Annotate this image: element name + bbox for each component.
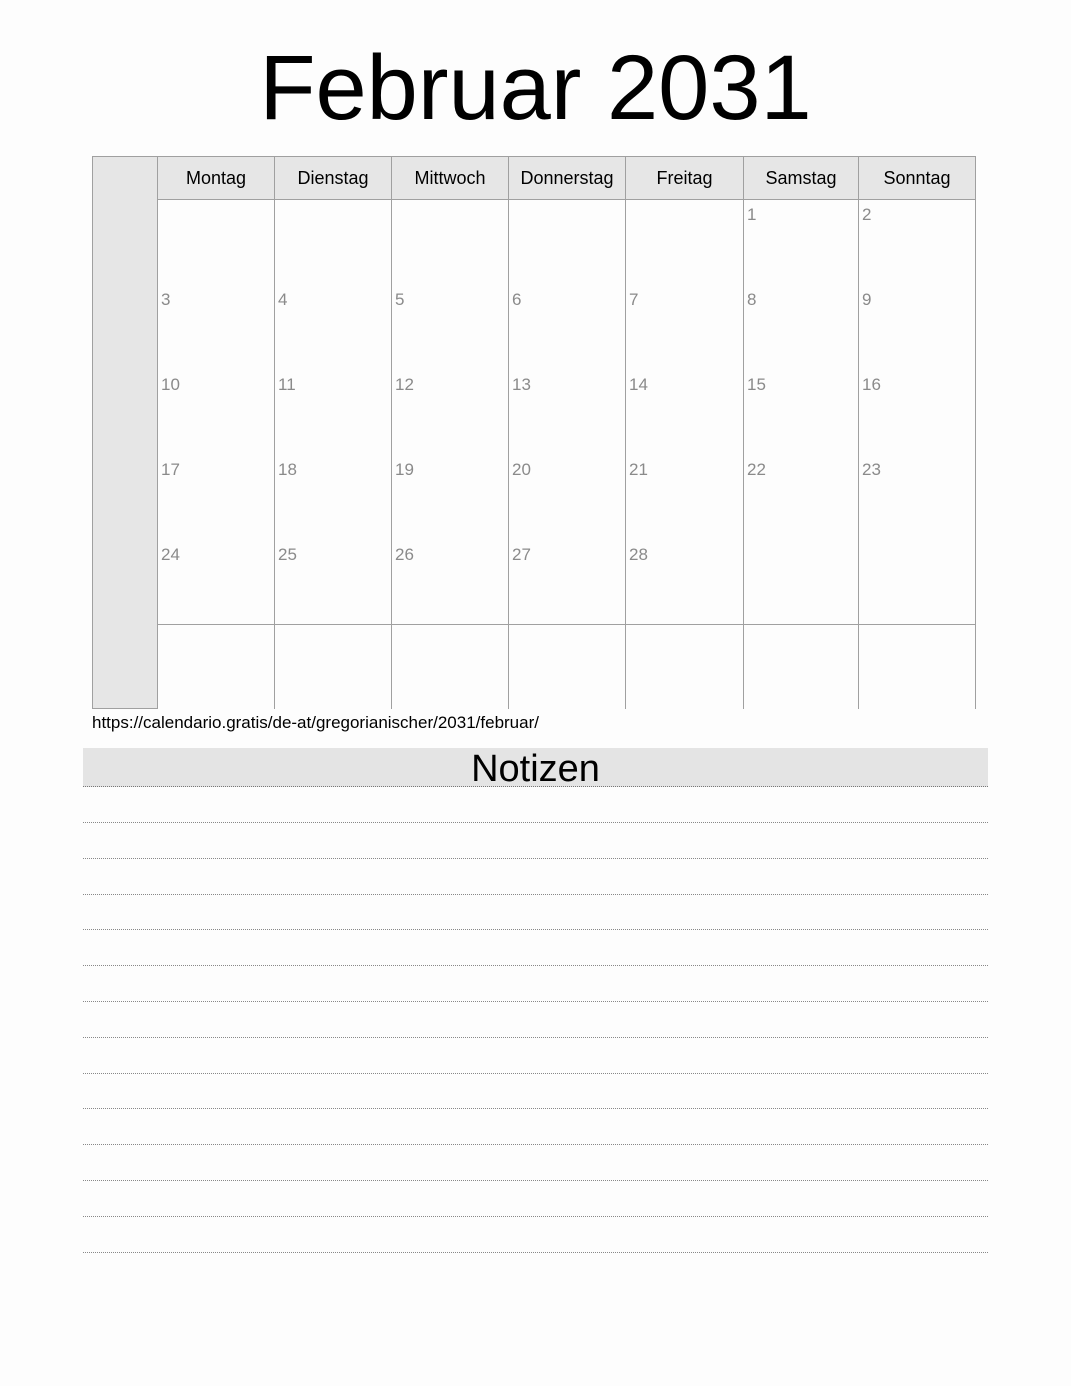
- day-cell: [392, 200, 509, 286]
- day-number: 28: [629, 544, 648, 564]
- day-cell: [626, 285, 744, 371]
- day-number: 27: [512, 544, 531, 564]
- day-number: 7: [629, 289, 639, 309]
- day-cell: [275, 285, 392, 371]
- day-cell: [392, 625, 509, 710]
- day-cell: [626, 540, 744, 626]
- day-cell: [158, 625, 275, 710]
- day-cell: [744, 200, 859, 286]
- weekday-header: Montag: [158, 157, 275, 200]
- day-number: 9: [862, 289, 872, 309]
- note-line: [83, 1252, 988, 1253]
- day-cell: [859, 370, 976, 456]
- weekday-header: Donnerstag: [509, 157, 626, 200]
- day-cell: [509, 455, 626, 541]
- note-line: [83, 1108, 988, 1109]
- day-cell: [626, 200, 744, 286]
- weekday-header: Mittwoch: [392, 157, 509, 200]
- calendar-days: [158, 157, 975, 708]
- day-number: 16: [862, 374, 881, 394]
- day-number: 5: [395, 289, 405, 309]
- day-number: 19: [395, 459, 414, 479]
- day-cell: [626, 625, 744, 710]
- note-line: [83, 1001, 988, 1002]
- day-number: 17: [161, 459, 180, 479]
- day-cell: [509, 200, 626, 286]
- note-line: [83, 929, 988, 930]
- page-title: Februar 2031: [259, 37, 812, 139]
- day-number: 18: [278, 459, 297, 479]
- day-number: 25: [278, 544, 297, 564]
- note-line: [83, 1073, 988, 1074]
- day-number: 13: [512, 374, 531, 394]
- day-cell: [158, 540, 275, 626]
- source-url: https://calendario.gratis/de-at/gregorianischer/2031/februar/: [92, 713, 539, 732]
- day-number: 1: [747, 205, 757, 224]
- day-cell: [158, 455, 275, 541]
- day-cell: [158, 200, 275, 286]
- note-line: [83, 965, 988, 966]
- day-cell: [744, 370, 859, 456]
- day-number: 20: [512, 459, 531, 479]
- day-cell: [392, 540, 509, 626]
- day-cell: [275, 540, 392, 626]
- day-cell: [275, 370, 392, 456]
- day-cell: [275, 200, 392, 286]
- day-cell: [744, 285, 859, 371]
- day-cell: [744, 625, 859, 710]
- note-line: [83, 1180, 988, 1181]
- day-cell: [744, 455, 859, 541]
- day-number: 8: [747, 289, 757, 309]
- day-number: 23: [862, 459, 881, 479]
- day-cell: [392, 285, 509, 371]
- day-cell: [859, 455, 976, 541]
- day-number: 14: [629, 374, 648, 394]
- day-cell: [509, 285, 626, 371]
- day-cell: [859, 540, 976, 626]
- weekday-header: Samstag: [744, 157, 859, 200]
- day-number: 26: [395, 544, 414, 564]
- day-number: 15: [747, 374, 766, 394]
- note-line: [83, 1037, 988, 1038]
- day-cell: [392, 370, 509, 456]
- day-number: 11: [278, 374, 296, 394]
- day-cell: [392, 455, 509, 541]
- day-number: 10: [161, 374, 180, 394]
- notes-heading: Notizen: [83, 748, 988, 787]
- day-number: 12: [395, 374, 414, 394]
- note-line: [83, 1216, 988, 1217]
- day-cell: [509, 370, 626, 456]
- note-line: [83, 1144, 988, 1145]
- note-line: [83, 822, 988, 823]
- day-number: 2: [862, 205, 872, 224]
- day-number: 4: [278, 289, 288, 309]
- day-cell: [509, 625, 626, 710]
- note-line: [83, 858, 988, 859]
- day-cell: [859, 285, 976, 371]
- weekday-header: Dienstag: [275, 157, 392, 200]
- day-number: 6: [512, 289, 522, 309]
- day-cell: [859, 200, 976, 286]
- day-number: 21: [629, 459, 648, 479]
- day-cell: [158, 370, 275, 456]
- day-cell: [626, 370, 744, 456]
- day-cell: [158, 285, 275, 371]
- day-number: 24: [161, 544, 180, 564]
- week-number-column: [93, 157, 158, 708]
- day-cell: [275, 455, 392, 541]
- day-cell: [626, 455, 744, 541]
- day-number: 22: [747, 459, 766, 479]
- weekday-header: Freitag: [626, 157, 744, 200]
- note-line: [83, 894, 988, 895]
- day-cell: [744, 540, 859, 626]
- day-cell: [859, 625, 976, 710]
- day-cell: [275, 625, 392, 710]
- weekday-header: Sonntag: [859, 157, 976, 200]
- day-cell: [509, 540, 626, 626]
- calendar-grid: [92, 156, 976, 709]
- day-number: 3: [161, 289, 171, 309]
